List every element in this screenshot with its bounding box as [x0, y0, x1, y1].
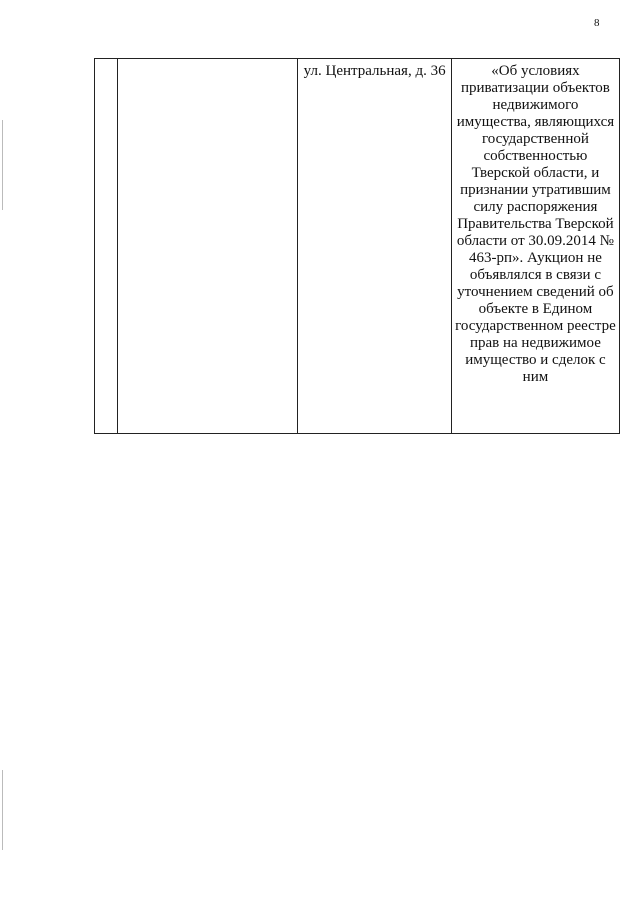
table-cell-address	[298, 59, 452, 434]
cell-address-text: ул. Центральная, д. 36	[303, 63, 446, 79]
page-number: 8	[594, 17, 600, 29]
scan-margin-mark-bottom	[2, 770, 3, 850]
table-cell-index	[95, 59, 118, 434]
privatization-table	[94, 58, 620, 434]
table-cell-note	[451, 59, 619, 434]
cell-note-text: «Об условиях приватизации объектов недвижимого имущества, являющихся государственной собственностью Тверской области, и признании утратившим силу распоряжения Правительства Тверской области от 30.09.2014 № 463-рп». Аукцион не объявлялся в связи с уточнением сведений об объекте в Едином государственном реестре прав на недвижимое имущество и сделок с ним	[455, 63, 616, 385]
table-row	[95, 59, 620, 434]
scan-margin-mark-top	[2, 120, 3, 210]
table-cell-object	[117, 59, 298, 434]
